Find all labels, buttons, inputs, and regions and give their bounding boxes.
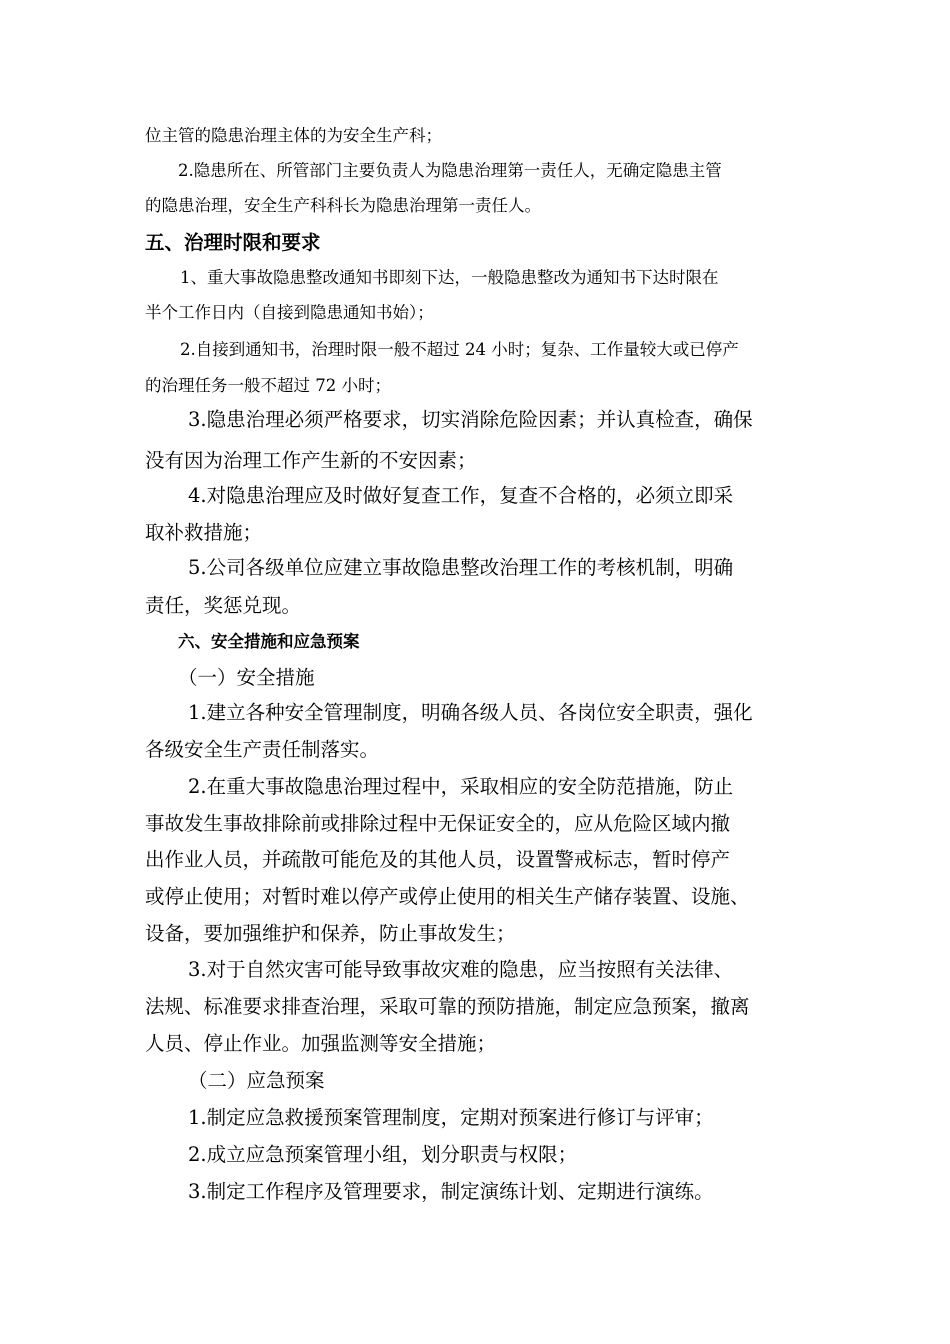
paragraph-line: 3.制定工作程序及管理要求，制定演练计划、定期进行演练。	[188, 1180, 714, 1203]
subsection-heading: （一）安全措施	[178, 666, 315, 689]
paragraph-line: 的治理任务一般不超过 72 小时；	[145, 376, 391, 395]
paragraph-line: 1.建立各种安全管理制度，明确各级人员、各岗位安全职责，强化	[188, 701, 753, 724]
section-heading-six: 六、安全措施和应急预案	[178, 632, 360, 651]
paragraph-line: 1.制定应急救援预案管理制度，定期对预案进行修订与评审；	[188, 1106, 714, 1129]
paragraph-line: 2.在重大事故隐患治理过程中，采取相应的安全防范措施，防止	[188, 775, 734, 798]
paragraph-line: 2.成立应急预案管理小组，划分职责与权限；	[188, 1143, 578, 1166]
paragraph-line: 事故发生事故排除前或排除过程中无保证安全的，应从危险区域内撤	[145, 812, 731, 835]
paragraph-line: 2.自接到通知书，治理时限一般不超过 24 小时；复杂、工作量较大或已停产	[180, 340, 739, 359]
paragraph-line: 设备，要加强维护和保养，防止事故发生；	[145, 922, 516, 945]
paragraph-line: 的隐患治理，安全生产科科长为隐患治理第一责任人。	[145, 196, 541, 215]
paragraph-line: 半个工作日内（自接到隐患通知书始）；	[145, 303, 434, 322]
paragraph-line: 人员、停止作业。加强监测等安全措施；	[145, 1032, 497, 1055]
paragraph-line: 出作业人员，并疏散可能危及的其他人员，设置警戒标志，暂时停产	[145, 848, 731, 871]
paragraph-line: 2.隐患所在、所管部门主要负责人为隐患治理第一责任人，无确定隐患主管	[178, 161, 722, 180]
section-heading-five: 五、治理时限和要求	[145, 231, 321, 254]
paragraph-line: 5.公司各级单位应建立事故隐患整改治理工作的考核机制，明确	[188, 556, 734, 579]
paragraph-line: 责任，奖惩兑现。	[145, 594, 302, 617]
paragraph-line: 4.对隐患治理应及时做好复查工作，复查不合格的，必须立即采	[188, 484, 734, 507]
paragraph-line: 或停止使用；对暂时难以停产或停止使用的相关生产储存装置、设施、	[145, 885, 750, 908]
paragraph-line: 3.隐患治理必须严格要求，切实消除危险因素；并认真检查，确保	[188, 408, 753, 431]
paragraph-line: 1、重大事故隐患整改通知书即刻下达，一般隐患整改为通知书下达时限在	[180, 268, 719, 287]
paragraph-line: 没有因为治理工作产生新的不安因素；	[145, 449, 477, 472]
paragraph-line: 位主管的隐患治理主体的为安全生产科；	[145, 126, 442, 145]
paragraph-line: 取补救措施；	[145, 521, 263, 544]
paragraph-line: 各级安全生产责任制落实。	[145, 738, 380, 761]
paragraph-line: 法规、标准要求排查治理，采取可靠的预防措施，制定应急预案，撤离	[145, 995, 750, 1018]
subsection-heading: （二）应急预案	[188, 1069, 325, 1092]
paragraph-line: 3.对于自然灾害可能导致事故灾难的隐患，应当按照有关法律、	[188, 958, 734, 981]
